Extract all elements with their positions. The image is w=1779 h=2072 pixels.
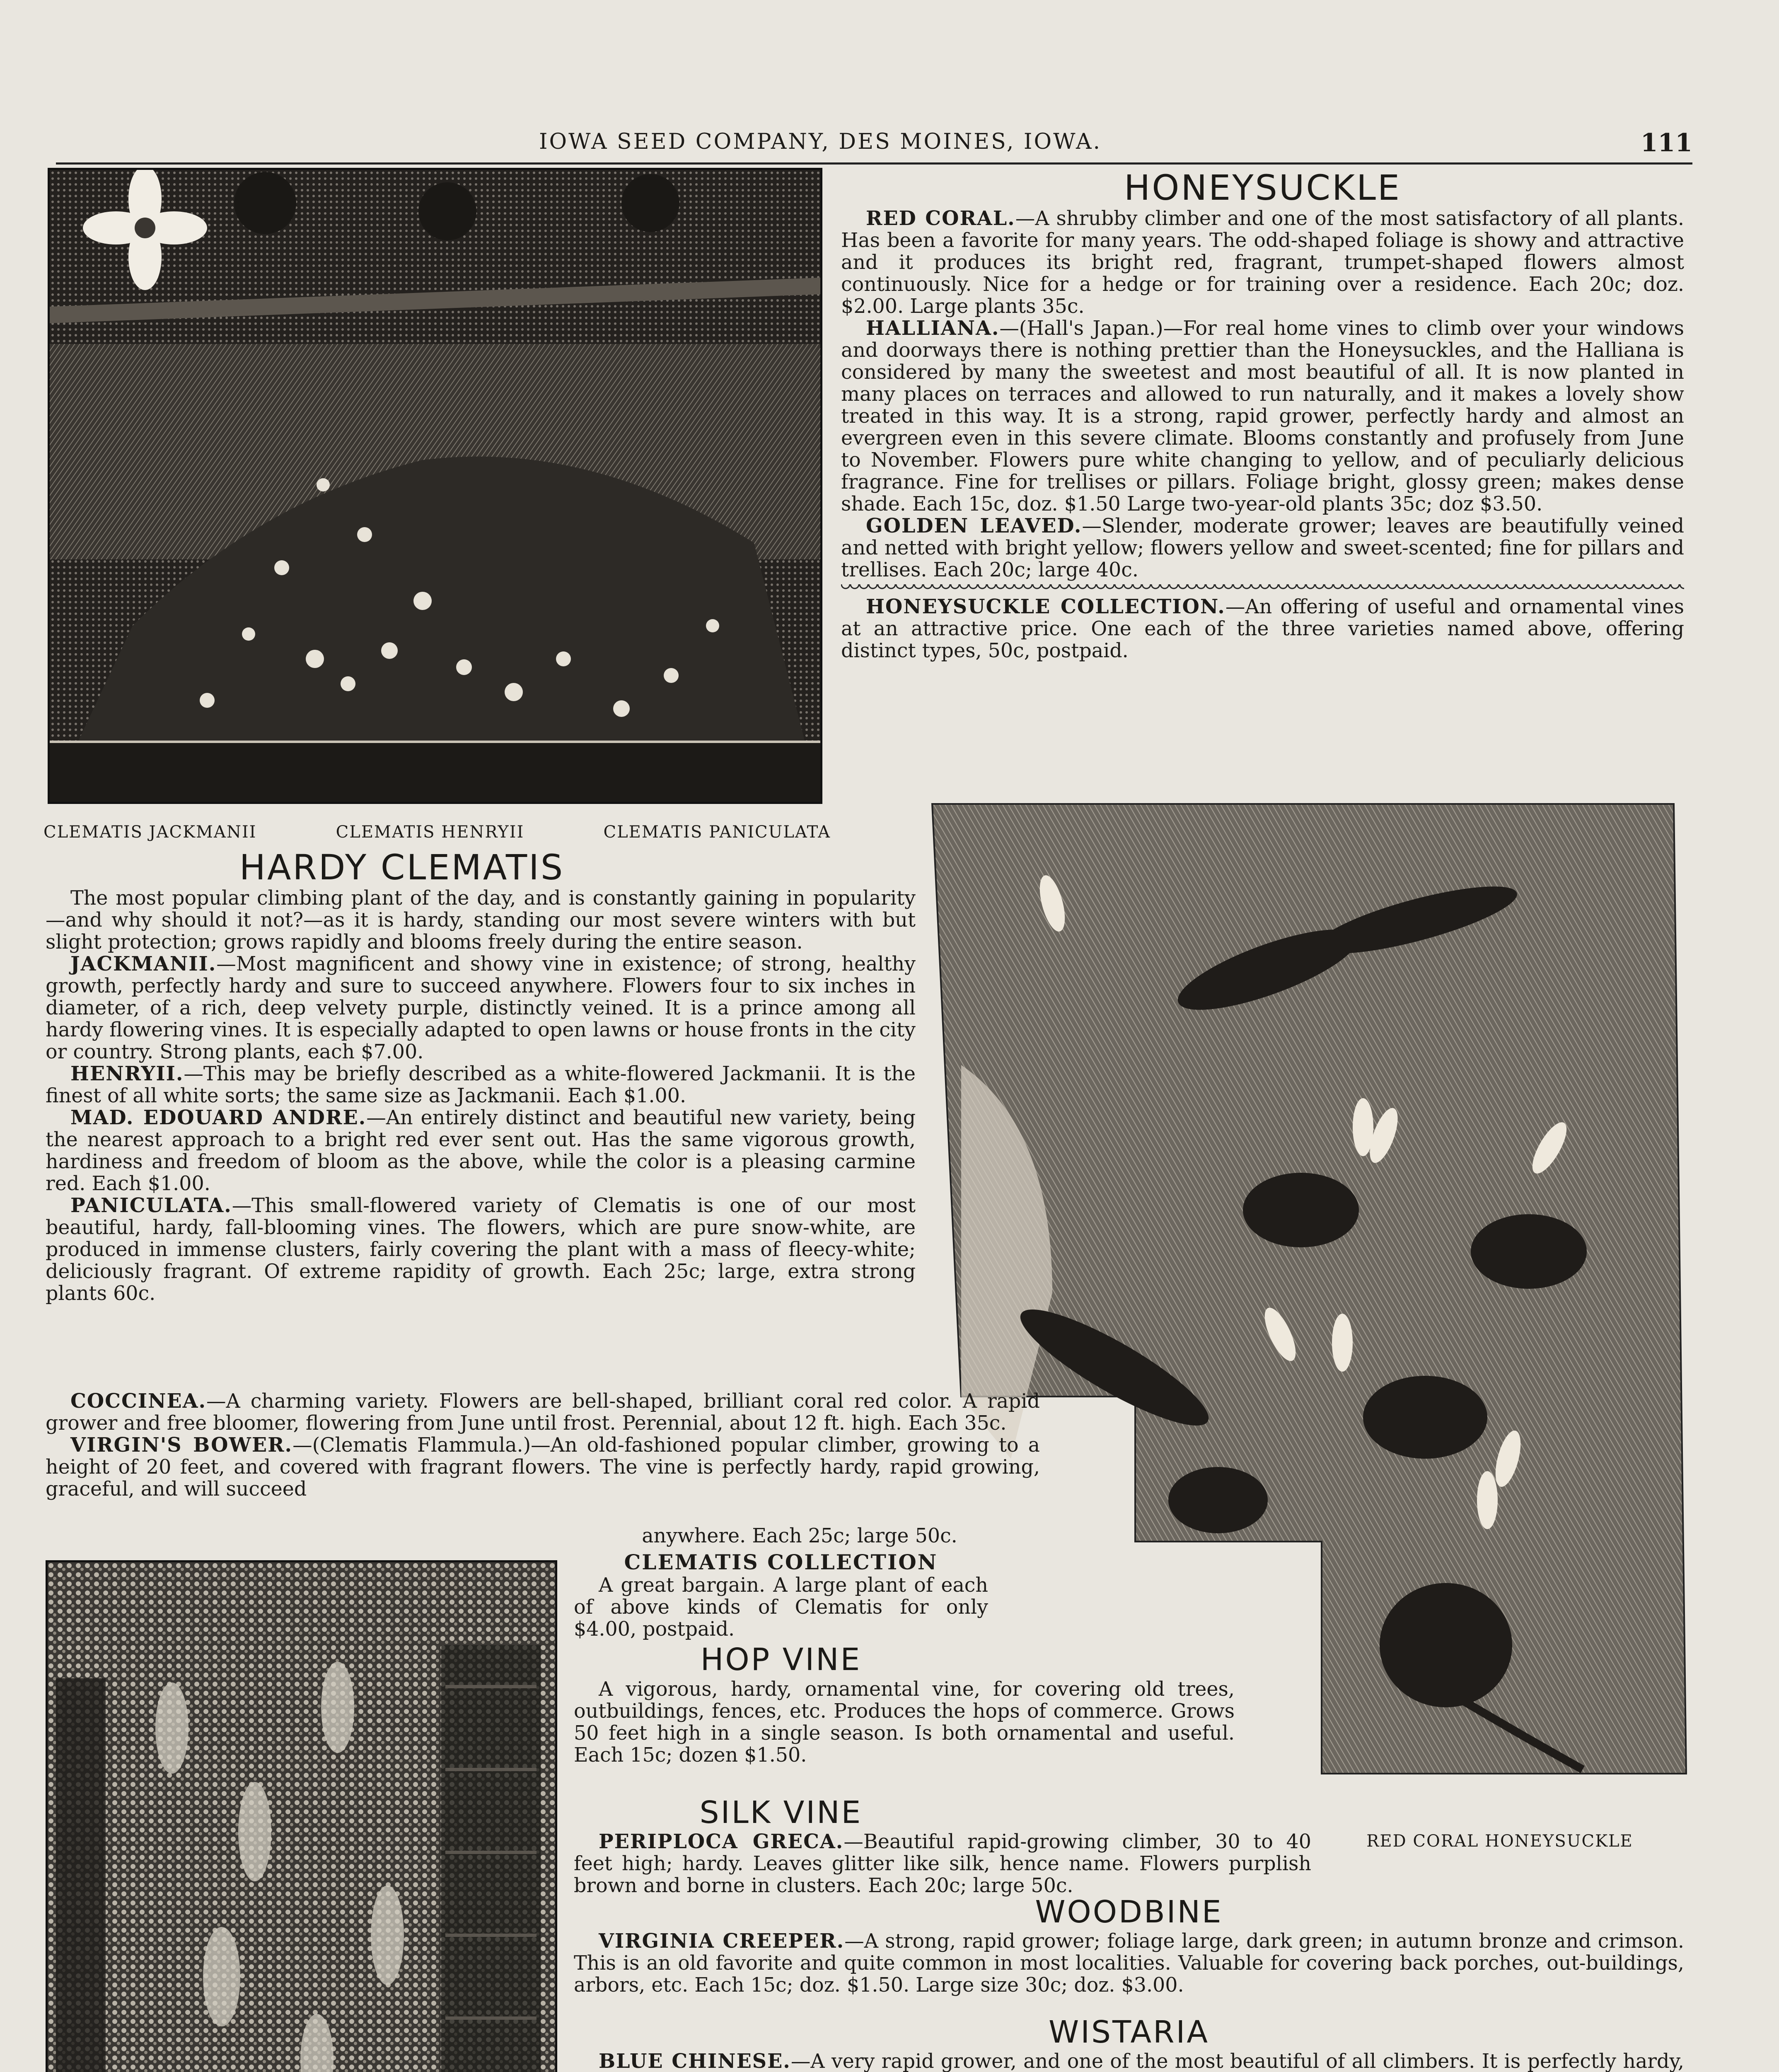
clematis-illustration <box>48 168 822 804</box>
woodbine-title: WOODBINE <box>1035 1894 1223 1930</box>
virgins-bower-end: anywhere. Each 25c; large 50c. <box>642 1525 957 1547</box>
clematis-continued <box>46 1390 1040 1500</box>
virgins-bower-name: VIRGIN'S BOWER. <box>70 1433 293 1457</box>
wistaria-image <box>48 1562 555 2072</box>
honeysuckle-collection-name: HONEYSUCKLE COLLECTION. <box>866 595 1225 618</box>
page-header <box>56 125 1692 165</box>
wistaria-title: WISTARIA <box>1049 2014 1209 2050</box>
woodbine-text <box>574 1930 1684 1996</box>
caption-paniculata: CLEMATIS PANICULATA <box>603 823 831 842</box>
virgins-bower-text: —(Clematis Flammula.)—An old-fashioned popular climber, growing to a height of 20 feet, and covered with fragrant flowers. The vine is perfectly hardy, rapid growing, graceful, and will succeed <box>46 1434 1040 1501</box>
paniculata-name: PANICULATA. <box>70 1194 232 1217</box>
periploca-name: PERIPLOCA GRECA. <box>599 1830 844 1853</box>
honeysuckle-title: HONEYSUCKLE <box>1124 167 1401 208</box>
red-coral-caption: RED CORAL HONEYSUCKLE <box>1366 1832 1633 1851</box>
clematis-engraving <box>50 170 820 802</box>
mad-edouard-andre-text: —An entirely distinct and beautiful new variety, being the nearest approach to a bright red ever sent out. Has the same vigorous growth, hardiness and freedom of bloom as the above, while the color is a pleasing carmine red. Each $1.00. <box>46 1106 916 1195</box>
wavy-divider <box>841 584 1684 593</box>
blue-chinese-name: BLUE CHINESE. <box>599 2050 791 2072</box>
silk-vine-section <box>574 1794 1684 1897</box>
hardy-clematis-title: HARDY CLEMATIS <box>239 847 565 888</box>
virginia-creeper-name: VIRGINIA CREEPER. <box>599 1929 845 1953</box>
hardy-clematis-text <box>46 887 916 1305</box>
jackmanii-text: —Most magnificent and showy vine in existence; of strong, healthy growth, perfectly hardy and sure to succeed anywhere. Flowers four to six inches in diameter, of a rich, deep velvety purple, distinctly veined. It is a prince among all hardy flowering vines. It is especially adapted to open lawns or house fronts in the city or country. Strong plants, each $7.00. <box>46 953 916 1063</box>
hop-vine-text <box>574 1678 1235 1766</box>
periploca-text: —Beautiful rapid-growing climber, 30 to 40 feet high; hardy. Leaves glitter like silk, hence name. Flowers purplish brown and borne in clusters. Each 20c; large 50c. <box>574 1830 1312 1897</box>
clematis-collection-desc: A great bargain. A large plant of each of above kinds of Clematis for only $4.00, postpaid. <box>574 1574 988 1641</box>
silk-vine-title: SILK VINE <box>699 1795 863 1830</box>
wistaria-photo <box>46 1560 557 2072</box>
honeysuckle-text <box>841 208 1684 581</box>
hop-vine-section <box>574 1641 1237 1766</box>
clematis-captions <box>44 823 831 842</box>
hop-vine-title: HOP VINE <box>700 1642 862 1677</box>
page-number: 111 <box>1640 128 1692 157</box>
coccinea-text: —A charming variety. Flowers are bell-shaped, brilliant coral red color. A rapid grower and free bloomer, flowering from June until frost. Perennial, about 12 ft. high. Each 35c. <box>46 1390 1040 1435</box>
caption-jackmanii: CLEMATIS JACKMANII <box>44 823 257 842</box>
henryii-name: HENRYII. <box>70 1062 184 1085</box>
clematis-continued-text <box>46 1390 1040 1500</box>
blue-chinese-text: —A very rapid grower, and one of the most beautiful of all climbers. It is perfectly hardy, <box>790 2050 1684 2072</box>
wistaria-text <box>574 2050 1684 2072</box>
wistaria-section <box>574 2014 1684 2072</box>
hop-vine-desc: A vigorous, hardy, ornamental vine, for covering old trees, outbuildings, fences, etc. Produces the hops of commerce. Grows 50 feet high in a single season. Is both ornamental and useful. Each 15c; dozen $1.50. <box>574 1678 1235 1767</box>
woodbine-section <box>574 1894 1684 1996</box>
coccinea-name: COCCINEA. <box>70 1389 207 1413</box>
henryii-text: —This may be briefly described as a white-flowered Jackmanii. It is the finest of all white sorts; the same size as Jackmanii. Each $1.00. <box>46 1063 916 1107</box>
clematis-collection-title: CLEMATIS COLLECTION <box>624 1550 938 1574</box>
hardy-clematis-section <box>46 847 916 1305</box>
halliana-name: HALLIANA. <box>866 317 1000 340</box>
virginia-creeper-text: —A strong, rapid grower; foliage large, dark green; in autumn bronze and crimson. This is an old favorite and quite common in most localities. Valuable for covering back porches, out-buildings, arbors, etc. Each 15c; doz. $1.50. Large size 30c; doz. $3.00. <box>574 1930 1684 1997</box>
mad-edouard-andre-name: MAD. EDOUARD ANDRE. <box>70 1106 367 1129</box>
silk-vine-text <box>574 1831 1684 1897</box>
red-coral-name: RED CORAL. <box>866 207 1015 230</box>
halliana-text: —(Hall's Japan.)—For real home vines to climb over your windows and doorways there is nothing prettier than the Honeysuckles, and the Halliana is considered by many the sweetest and most beautiful of all. It is now planted in many places on terraces and allowed to run naturally, and it makes a lovely show treated in this way. It is a strong, rapid grower, perfectly hardy and almost an evergreen even in this severe climate. Blooms constantly and profusely from June to November. Flowers pure white changing to yellow, and of peculiarly delicious fragrance. Fine for trellises or pillars. Foliage bright, glossy green; makes dense shade. Each 15c, doz. $1.50 Large two-year-old plants 35c; doz $3.50. <box>841 317 1684 516</box>
honeysuckle-section <box>841 168 1684 662</box>
red-coral-text: —A shrubby climber and one of the most satisfactory of all plants. Has been a favorite for many years. The odd-shaped foliage is showy and attractive and it produces its bright red, fragrant, trumpet-shaped flowers almost continuously. Nice for a hedge or for training over a residence. Each 20c; doz. $2.00. Large plants 35c. <box>841 207 1684 318</box>
jackmanii-name: JACKMANII. <box>70 952 217 975</box>
clematis-collection <box>574 1550 988 1640</box>
caption-henryii: CLEMATIS HENRYII <box>336 823 525 842</box>
honeysuckle-collection-desc: —An offering of useful and ornamental vines at an attractive price. One each of the three varieties named above, offering distinct types, 50c, postpaid. <box>841 595 1684 662</box>
honeysuckle-collection-text <box>841 596 1684 662</box>
golden-leaved-text: —Slender, moderate grower; leaves are beautifully veined and netted with bright yellow; flowers yellow and sweet-scented; fine for pillars and trellises. Each 20c; large 40c. <box>841 515 1684 581</box>
paniculata-text: —This small-flowered variety of Clematis is one of our most beautiful, hardy, fall-blooming vines. The flowers, which are pure snow-white, are produced in immense clusters, fairly covering the plant with a mass of fleecy-white; deliciously fragrant. Of extreme rapidity of growth. Each 25c; large, extra strong plants 60c. <box>46 1194 916 1305</box>
golden-leaved-name: GOLDEN LEAVED. <box>866 514 1082 537</box>
clematis-collection-text <box>574 1574 988 1640</box>
publisher-line: IOWA SEED COMPANY, DES MOINES, IOWA. <box>539 129 1102 154</box>
hardy-clematis-intro: The most popular climbing plant of the day, and is constantly gaining in popularity—and why should it not?—as it is hardy, standing our most severe winters with but slight protection; grows rapidly and blooms freely during the entire season. <box>46 887 916 954</box>
